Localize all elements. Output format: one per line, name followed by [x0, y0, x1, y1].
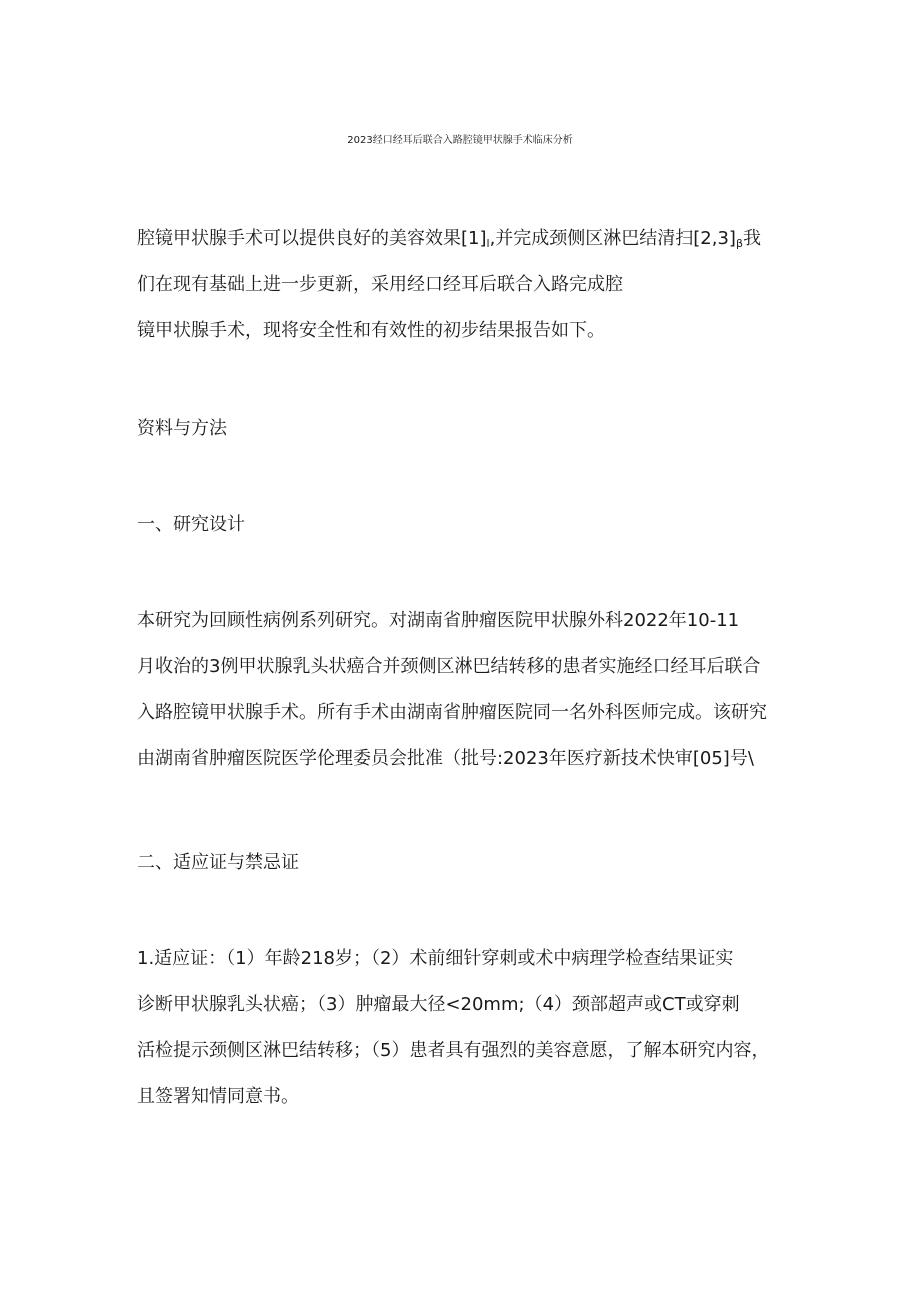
intro-line-2: 们在现有基础上进一步更新，采用经口经耳后联合入路完成腔 — [137, 274, 623, 295]
section-materials-heading: 资料与方法 — [137, 418, 227, 439]
section-1-line: 本研究为回顾性病例系列研究。对湖南省肿瘤医院甲状腺外科2022年10-11 — [137, 610, 740, 631]
intro-line-1-sub2: β — [735, 237, 743, 250]
section-2-line: 诊断甲状腺乳头状癌；（3）肿瘤最大径<20mm;（4）颈部超声或CT或穿刺 — [137, 994, 740, 1015]
section-1-line: 月收治的3例甲状腺乳头状癌合并颈侧区淋巴结转移的患者实施经口经耳后联合 — [137, 656, 761, 677]
intro-line-1 — [137, 226, 761, 257]
section-1-heading: 一、研究设计 — [137, 514, 245, 535]
intro-line-1-sub: l — [486, 237, 490, 250]
section-2-heading: 二、适应证与禁忌证 — [137, 852, 299, 873]
section-1-line: 由湖南省肿瘤医院医学伦理委员会批准（批号:2023年医疗新技术快审[05]号\ — [137, 748, 754, 769]
section-2-line: 1.适应证：（1）年龄218岁；（2）术前细针穿刺或术中病理学检查结果证实 — [137, 948, 734, 969]
document-title: 2023经口经耳后联合入路腔镜甲状腺手术临床分析 — [347, 135, 573, 146]
section-2-line: 活检提示颈侧区淋巴结转移；（5）患者具有强烈的美容意愿，了解本研究内容， — [137, 1040, 770, 1061]
intro-line-1-a: 腔镜甲状腺手术可以提供良好的美容效果[1] — [137, 228, 487, 249]
section-1-line: 入路腔镜甲状腺手术。所有手术由湖南省肿瘤医院同一名外科医师完成。该研究 — [137, 702, 767, 723]
section-2-line: 且签署知情同意书。 — [137, 1086, 299, 1107]
intro-line-3: 镜甲状腺手术，现将安全性和有效性的初步结果报告如下。 — [137, 320, 605, 341]
intro-line-1-c: 我 — [743, 228, 761, 249]
intro-line-1-b: ,并完成颈侧区淋巴结清扫[2,3] — [489, 228, 736, 249]
